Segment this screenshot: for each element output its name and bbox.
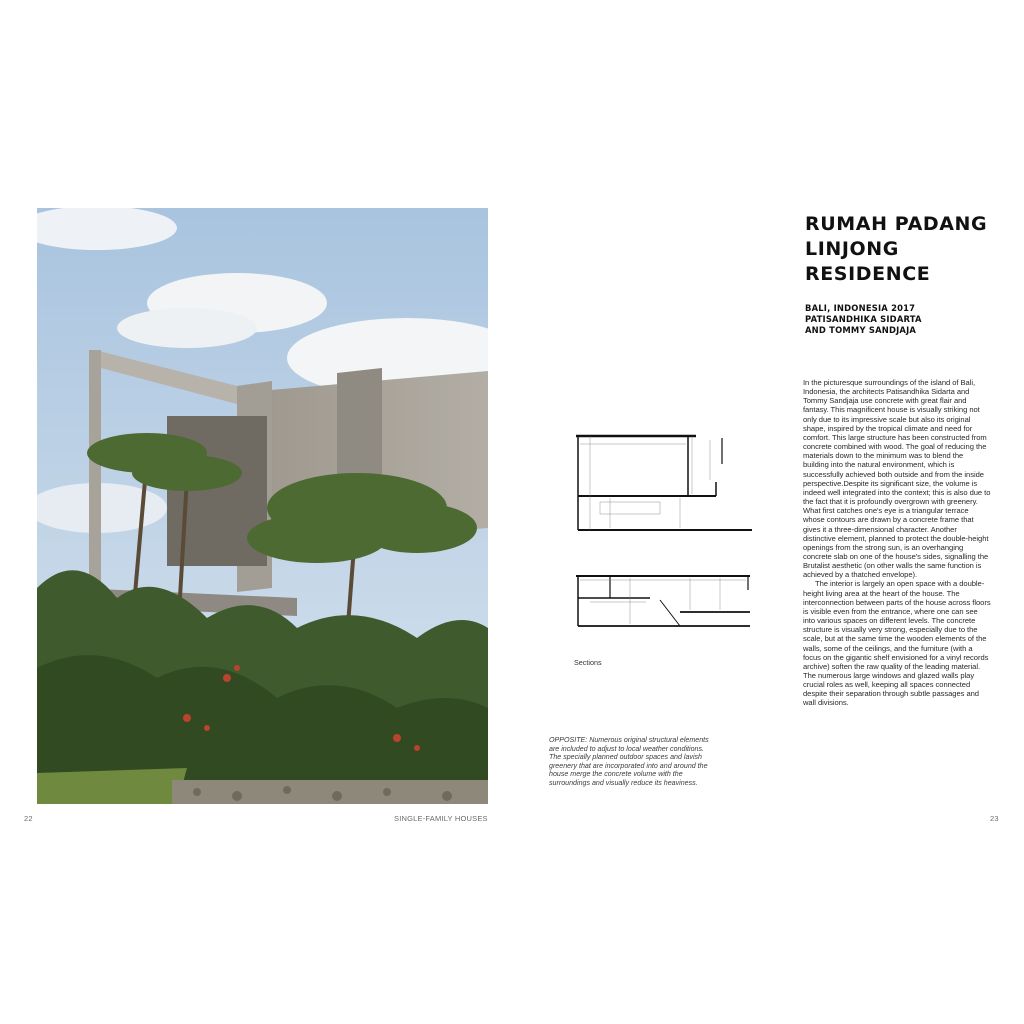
article-subtitle [805,303,1005,336]
page-number-left: 22 [24,814,33,823]
subtitle-line: BALI, INDONESIA 2017 [805,303,916,313]
sections-label: Sections [574,658,602,667]
article-title [805,212,1005,287]
title-line: RUMAH PADANG [805,213,988,235]
architectural-sections-diagram [570,430,760,640]
body-paragraph: The interior is largely an open space with a double-height living area at the heart of the house. The interconnection between parts of the house across floors is visible even from the entrance, where one can see into various spaces on different levels. The concrete structure is visually very strong, especially due to the scale, but at the same time the wooden elements of the walls, some of the ceilings, and the furniture (with a focus on the gigantic shelf envisioned for a vinyl records archive) soften the raw quality of the leading material. The numerous large windows and glazed walls play crucial roles as well, keeping all spaces connected despite their separation through subtle passages and wall divisions. [803,579,991,708]
house-photo-illustration [37,208,488,804]
page-number-right: 23 [990,814,999,823]
section-drawings [570,430,760,640]
article-body [803,378,991,708]
body-paragraph: In the picturesque surroundings of the island of Bali, Indonesia, the architects Patisandhika Sidarta and Tommy Sandjaja use concrete with great flair and fantasy. This magnificent house is visually striking not only due to its impressive scale but also its original shape, inspired by the tropical climate and need for comfort. This large structure has been constructed from concrete combined with wood. The goal of reducing the materials down to the minimum was to blend the building into the natural environment, which is successfully achieved both outside and from the inside perspective.Despite its significant size, the volume is indeed well integrated into the context; this is also due to the fact that it is profoundly overgrown with greenery. What first catches one's eye is a triangular terrace whose contours are drawn by a concrete frame that gives it a three-dimensional character. Another distinctive element, planned to protect the double-height openings from the strong sun, is an overhanging concrete slab on one of the house's sides, signalling the Brutalist aesthetic (on other walls the same function is achieved by a thatched envelope). [803,378,991,580]
subtitle-line: AND TOMMY SANDJAJA [805,325,917,335]
subtitle-line: PATISANDHIKA SIDARTA [805,314,922,324]
title-line: RESIDENCE [805,263,931,285]
house-photo [37,208,488,804]
running-head: SINGLE-FAMILY HOUSES [394,814,488,823]
title-line: LINJONG [805,238,899,260]
photo-caption: OPPOSITE: Numerous original structural elements are included to adjust to local weather conditions. The specially planned outdoor spaces and lavish greenery that are incorporated into and around the house merge the concrete volume with the surroundings and visually reduce its heaviness. [549,736,709,787]
